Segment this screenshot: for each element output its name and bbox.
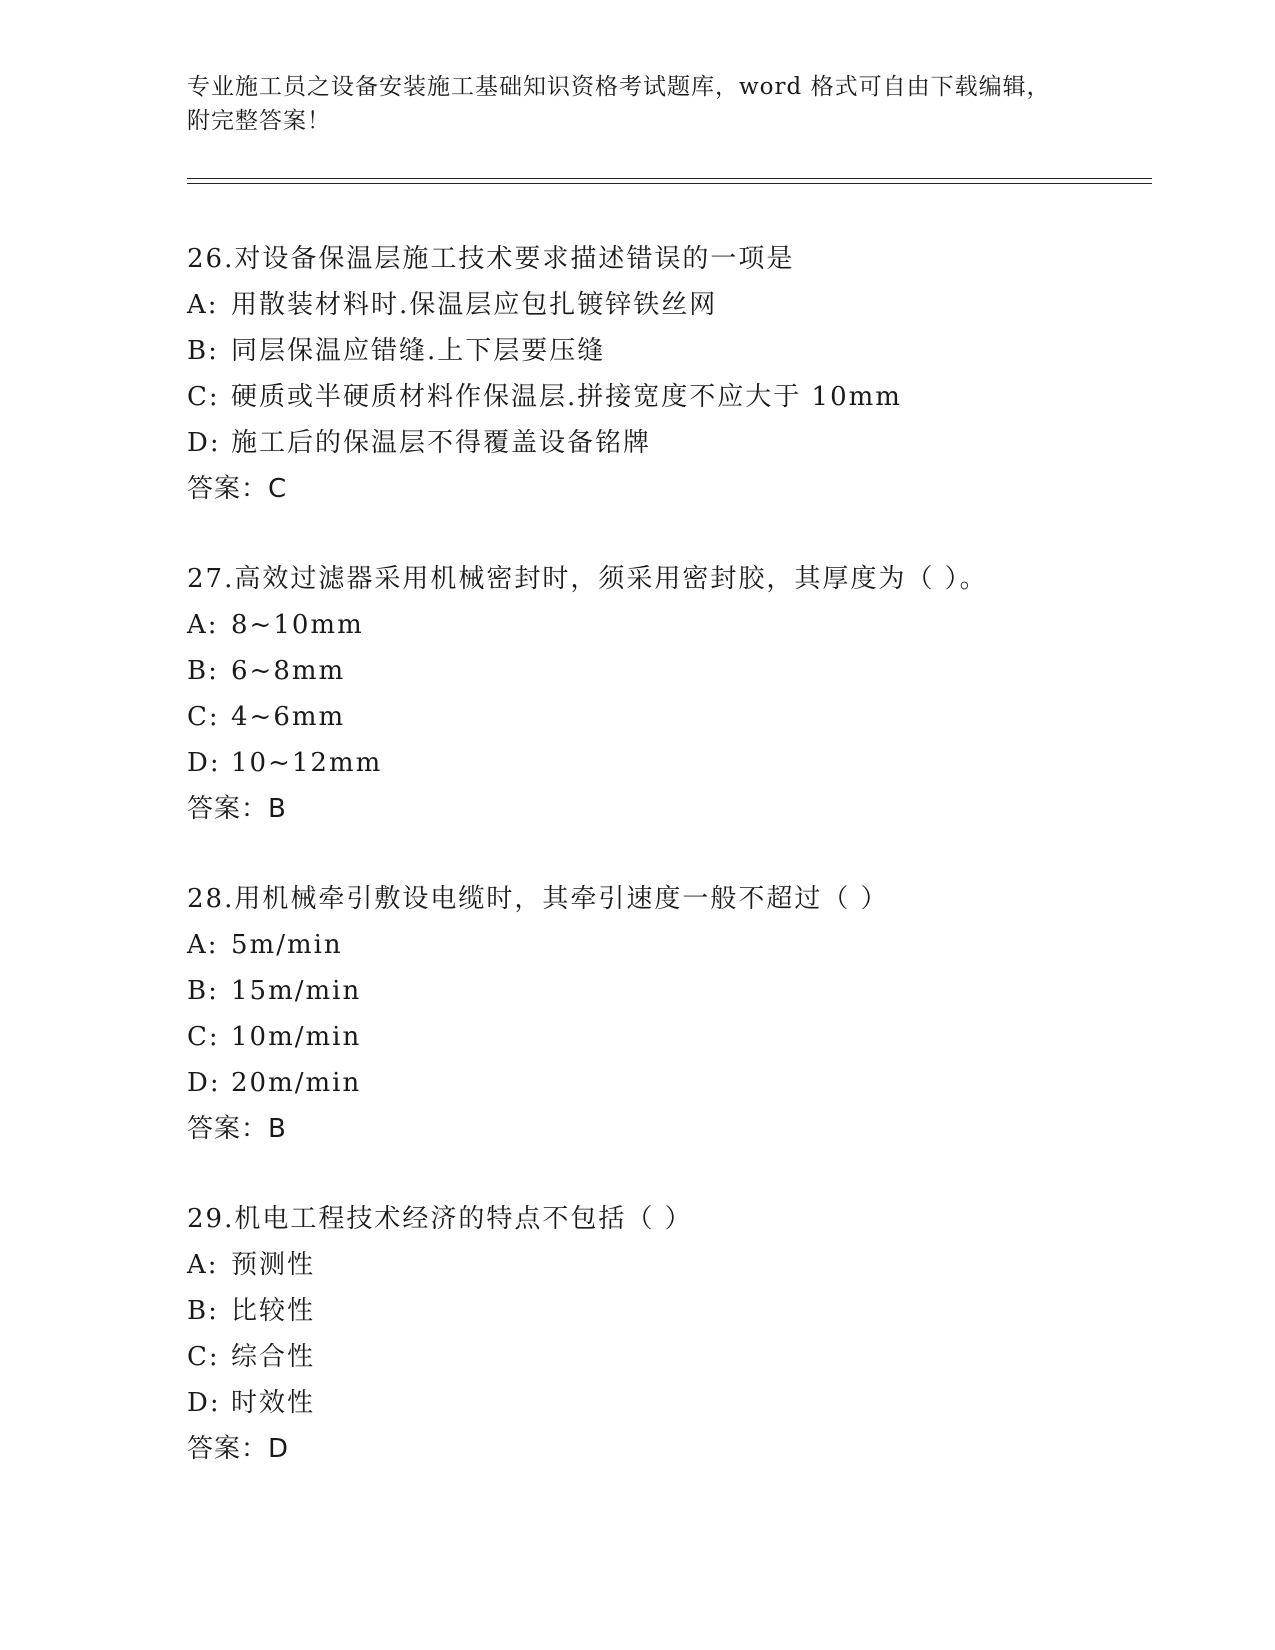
option-d <box>187 420 1152 466</box>
question-29 <box>187 1196 1152 1472</box>
option-text: 施工后的保温层不得覆盖设备铭牌 <box>231 428 652 458</box>
option-b <box>187 648 1152 694</box>
option-text: 10~12mm <box>231 748 383 778</box>
option-d <box>187 1060 1152 1106</box>
answer-line: 答案：B <box>187 794 287 824</box>
option-text: 预测性 <box>231 1250 316 1280</box>
option-a <box>187 922 1152 968</box>
option-letter: C: <box>187 382 220 412</box>
answer-line: 答案：C <box>187 474 288 504</box>
header-line-2: 附完整答案！ <box>187 108 331 134</box>
option-letter: B: <box>187 336 219 366</box>
header-divider-top <box>187 178 1152 179</box>
option-text: 硬质或半硬质材料作保温层.拼接宽度不应大于 10mm <box>231 382 902 412</box>
option-text: 8~10mm <box>231 610 364 640</box>
option-text: 综合性 <box>231 1342 316 1372</box>
option-letter: B: <box>187 656 219 686</box>
header-divider-bottom <box>187 183 1152 184</box>
option-letter: B: <box>187 976 219 1006</box>
question-stem: 29.机电工程技术经济的特点不包括（ ） <box>187 1204 693 1234</box>
option-text: 5m/min <box>231 930 343 960</box>
answer-line: 答案：B <box>187 1114 287 1144</box>
option-b <box>187 1288 1152 1334</box>
question-list <box>187 236 1152 1516</box>
question-28 <box>187 876 1152 1152</box>
question-stem: 28.用机械牵引敷设电缆时，其牵引速度一般不超过（ ） <box>187 884 889 914</box>
option-letter: A: <box>187 290 219 320</box>
answer-line: 答案：D <box>187 1434 290 1464</box>
question-26 <box>187 236 1152 512</box>
header-line-1: 专业施工员之设备安装施工基础知识资格考试题库，word 格式可自由下载编辑， <box>187 74 1051 100</box>
question-stem: 26.对设备保温层施工技术要求描述错误的一项是 <box>187 244 795 274</box>
option-text: 20m/min <box>231 1068 362 1098</box>
option-text: 6~8mm <box>231 656 346 686</box>
option-letter: C: <box>187 1342 220 1372</box>
option-letter: C: <box>187 1022 220 1052</box>
option-text: 10m/min <box>231 1022 362 1052</box>
question-27 <box>187 556 1152 832</box>
option-text: 时效性 <box>231 1388 316 1418</box>
option-letter: D: <box>187 1068 221 1098</box>
option-text: 用散装材料时.保温层应包扎镀锌铁丝网 <box>231 290 718 320</box>
option-letter: A: <box>187 1250 219 1280</box>
option-letter: B: <box>187 1296 219 1326</box>
option-b <box>187 968 1152 1014</box>
option-text: 4~6mm <box>231 702 346 732</box>
option-a <box>187 602 1152 648</box>
option-letter: A: <box>187 610 219 640</box>
option-letter: D: <box>187 428 221 458</box>
option-text: 15m/min <box>231 976 362 1006</box>
option-a <box>187 1242 1152 1288</box>
option-b <box>187 328 1152 374</box>
option-letter: D: <box>187 748 221 778</box>
option-c <box>187 1334 1152 1380</box>
option-d <box>187 1380 1152 1426</box>
option-c <box>187 1014 1152 1060</box>
option-letter: D: <box>187 1388 221 1418</box>
option-c <box>187 694 1152 740</box>
document-header <box>187 70 1087 138</box>
option-text: 比较性 <box>231 1296 316 1326</box>
question-stem: 27.高效过滤器采用机械密封时，须采用密封胶，其厚度为（ ）。 <box>187 564 988 594</box>
option-d <box>187 740 1152 786</box>
option-letter: C: <box>187 702 220 732</box>
option-c <box>187 374 1152 420</box>
option-letter: A: <box>187 930 219 960</box>
option-a <box>187 282 1152 328</box>
option-text: 同层保温应错缝.上下层要压缝 <box>231 336 606 366</box>
